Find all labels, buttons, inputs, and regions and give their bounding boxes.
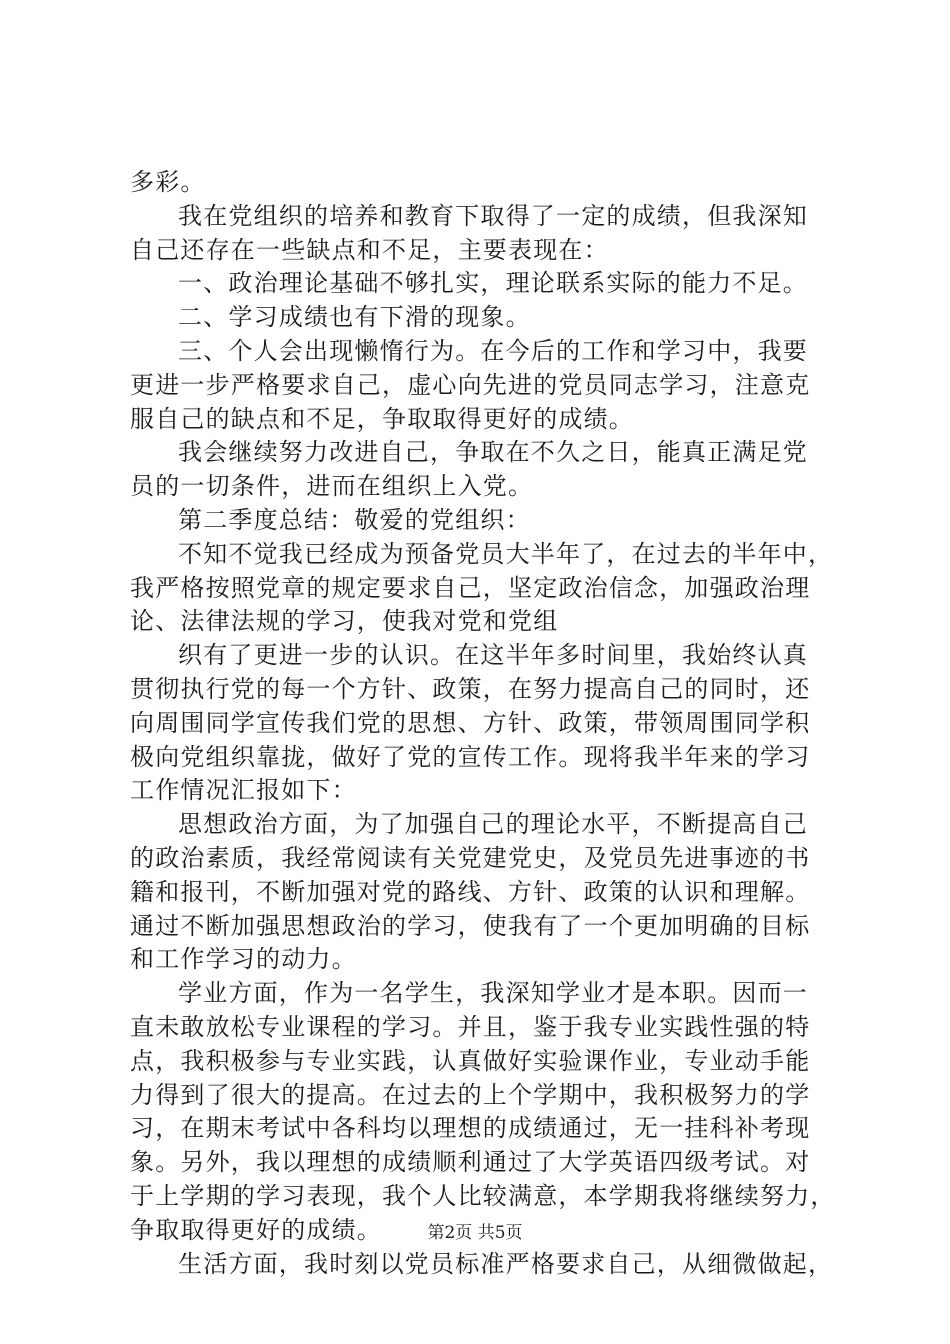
text-line: 通过不断加强思想政治的学习，使我有了一个更加明确的目标	[130, 911, 811, 940]
text-line: 多彩。	[130, 168, 206, 196]
text-line: 直未敢放松专业课程的学习。并且，鉴于我专业实践性强的特	[130, 1012, 811, 1041]
text-line: 三、个人会出现懒惰行为。在今后的工作和学习中，我要	[178, 336, 808, 365]
text-line: 织有了更进一步的认识。在这半年多时间里，我始终认真	[178, 641, 808, 670]
text-line: 二、学习成绩也有下滑的现象。	[178, 303, 531, 332]
text-line: 籍和报刊，不断加强对党的路线、方针、政策的认识和理解。	[130, 877, 811, 906]
text-line: 点，我积极参与专业实践，认真做好实验课作业，专业动手能	[130, 1046, 811, 1075]
text-line: 自己还存在一些缺点和不足，主要表现在：	[130, 235, 609, 264]
text-line: 第二季度总结：敬爱的党组织：	[178, 505, 531, 534]
text-line: 我会继续努力改进自己，争取在不久之日，能真正满足党	[178, 438, 808, 467]
text-line: 服自己的缺点和不足，争取取得更好的成绩。	[130, 404, 634, 433]
text-line: 向周围同学宣传我们党的思想、方针、政策，带领周围同学积	[130, 708, 811, 737]
text-line: 员的一切条件，进而在组织上入党。	[130, 472, 534, 501]
text-line: 学业方面，作为一名学生，我深知学业才是本职。因而一	[178, 979, 808, 1008]
text-line: 的政治素质，我经常阅读有关党建党史，及党员先进事迹的书	[130, 843, 811, 872]
text-line: 生活方面，我时刻以党员标准严格要求自己，从细微做起，	[178, 1249, 834, 1278]
text-line: 不知不觉我已经成为预备党员大半年了，在过去的半年中，	[178, 539, 834, 568]
text-line: 贯彻执行党的每一个方针、政策，在努力提高自己的同时，还	[130, 674, 811, 703]
text-line: 和工作学习的动力。	[130, 945, 357, 974]
text-line: 论、法律法规的学习，使我对党和党组	[130, 607, 559, 636]
text-line: 我严格按照党章的规定要求自己，坚定政治信念，加强政治理	[130, 573, 811, 602]
text-line: 于上学期的学习表现，我个人比较满意，本学期我将继续努力，	[130, 1181, 836, 1210]
text-line: 象。另外，我以理想的成绩顺利通过了大学英语四级考试。对	[130, 1148, 811, 1177]
text-line: 极向党组织靠拢，做好了党的宣传工作。现将我半年来的学习	[130, 742, 811, 771]
document-body	[130, 166, 835, 1281]
page-footer: 第2页 共5页	[427, 1223, 523, 1243]
text-line: 力得到了很大的提高。在过去的上个学期中，我积极努力的学	[130, 1080, 811, 1109]
text-line: 习，在期末考试中各科均以理想的成绩通过，无一挂科补考现	[130, 1114, 811, 1143]
text-line: 我在党组织的培养和教育下取得了一定的成绩，但我深知	[178, 201, 808, 230]
text-line: 更进一步严格要求自己，虚心向先进的党员同志学习，注意克	[130, 370, 811, 399]
text-line: 一、政治理论基础不够扎实，理论联系实际的能力不足。	[178, 269, 808, 298]
text-line: 争取取得更好的成绩。	[130, 1215, 382, 1244]
text-line: 工作情况汇报如下：	[130, 776, 357, 805]
text-line: 思想政治方面，为了加强自己的理论水平，不断提高自己	[178, 810, 808, 839]
